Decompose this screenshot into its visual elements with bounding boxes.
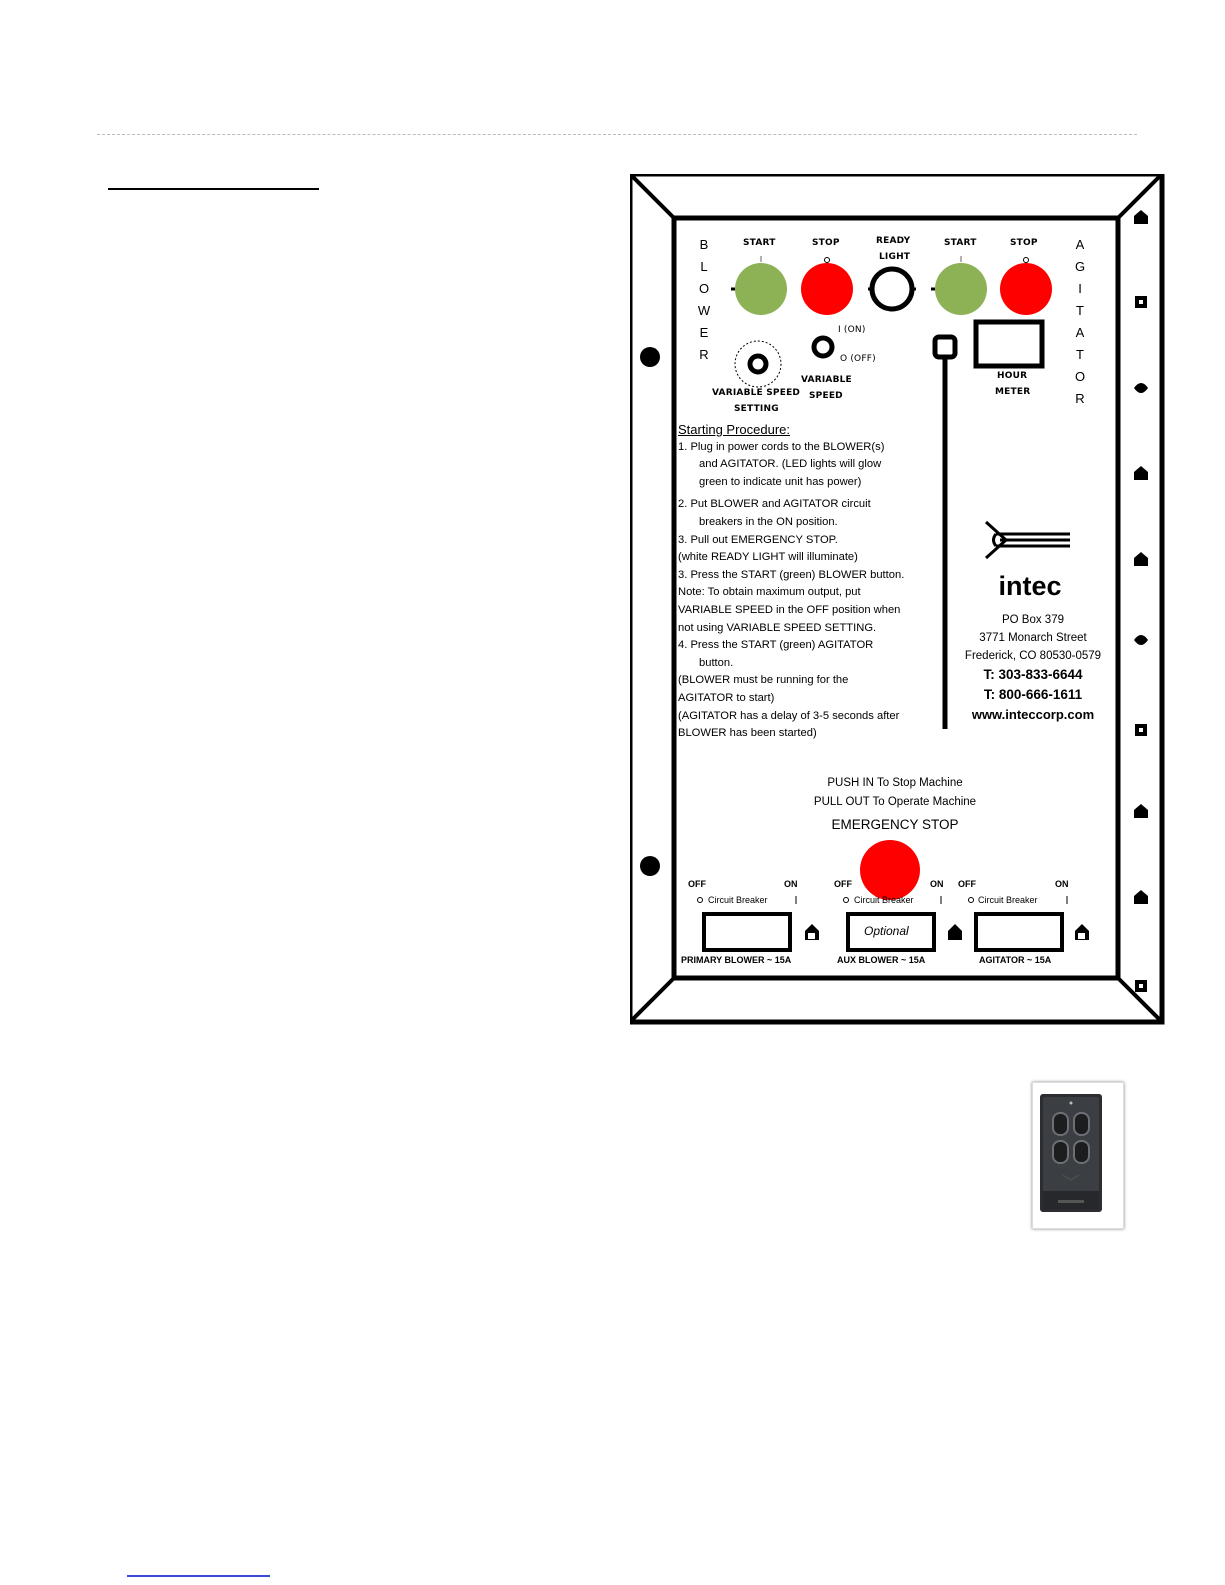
blower-stop-label: STOP	[812, 238, 840, 248]
agitator-stop-label: STOP	[1010, 238, 1038, 248]
aux-off-label: OFF	[834, 879, 852, 889]
procedure-line: breakers in the ON position.	[699, 515, 838, 528]
procedure-line: Note: To obtain maximum output, put	[678, 586, 861, 599]
primary-breaker-label: PRIMARY BLOWER ~ 15A	[681, 955, 792, 965]
contact-po-box: PO Box 379	[1001, 614, 1064, 626]
agitator-stop-button	[1000, 263, 1052, 315]
starting-procedure	[678, 421, 958, 743]
agitator-breaker	[976, 914, 1062, 950]
procedure-line: (AGITATOR has a delay of 3-5 seconds after	[678, 709, 900, 722]
ready-light	[872, 269, 912, 309]
contact-phone-2: T: 800-666-1611	[983, 687, 1083, 702]
aux-optional-label: Optional	[864, 924, 909, 938]
agitator-start-button	[935, 263, 987, 315]
procedure-line: 4. Press the START (green) AGITATOR	[678, 639, 874, 652]
aux-on-label: ON	[930, 879, 944, 889]
blower-start-button	[735, 263, 787, 315]
procedure-line: (BLOWER must be running for the	[678, 674, 849, 687]
procedure-line: 3. Press the START (green) BLOWER button.	[678, 568, 905, 581]
agitator-start-label: START	[944, 238, 977, 248]
estop-pull-out: PULL OUT To Operate Machine	[813, 796, 977, 808]
heading-underline	[108, 188, 319, 190]
procedure-line: BLOWER has been started)	[678, 727, 817, 740]
primary-blower-breaker	[704, 914, 790, 950]
variable-speed-label-2: SPEED	[809, 391, 843, 401]
estop-label: EMERGENCY STOP	[831, 817, 959, 832]
hour-meter	[976, 322, 1042, 366]
contact-phone-1: T: 303-833-6644	[983, 667, 1083, 682]
estop-push-in: PUSH IN To Stop Machine	[827, 777, 963, 789]
procedure-line: button.	[699, 656, 734, 669]
procedure-line: 3. Pull out EMERGENCY STOP.	[678, 533, 838, 546]
hour-meter-label-2: METER	[995, 387, 1031, 397]
primary-off-label: OFF	[688, 879, 706, 889]
blower-start-label: START	[743, 238, 776, 248]
blower-stop-button	[801, 263, 853, 315]
mounting-bolt	[640, 347, 660, 367]
procedure-line: 2. Put BLOWER and AGITATOR circuit	[678, 498, 871, 511]
ready-light-label-2: LIGHT	[879, 252, 911, 262]
variable-speed-setting-label-2: SETTING	[734, 404, 779, 414]
procedure-line: VARIABLE SPEED in the OFF position when	[678, 603, 901, 616]
hour-meter-label-1: HOUR	[997, 371, 1028, 381]
primary-on-label: ON	[784, 879, 798, 889]
procedure-line: (white READY LIGHT will illuminate)	[678, 551, 858, 564]
primary-breaker-name: Circuit Breaker	[708, 895, 768, 905]
contact-website: www.inteccorp.com	[971, 707, 1095, 722]
procedure-line: and AGITATOR. (LED lights will glow	[699, 458, 882, 471]
contact-city: Frederick, CO 80530-0579	[964, 650, 1102, 662]
remote-control-image	[1033, 1083, 1123, 1228]
variable-speed-label-1: VARIABLE	[801, 375, 852, 385]
brand-logo-text: intec	[998, 571, 1062, 601]
procedure-title: Starting Procedure:	[678, 422, 791, 437]
contact-street: 3771 Monarch Street	[979, 632, 1087, 644]
procedure-line: 1. Plug in power cords to the BLOWER(s)	[678, 440, 885, 453]
agitator-off-label: OFF	[958, 879, 976, 889]
ready-light-label-1: READY	[876, 236, 911, 246]
control-panel-figure	[630, 174, 1168, 1028]
aux-breaker-label: AUX BLOWER ~ 15A	[837, 955, 926, 965]
remote-control-photo	[1032, 1082, 1124, 1229]
variable-speed-switch	[814, 338, 832, 356]
header-divider	[97, 134, 1137, 135]
switch-on-label: I (ON)	[838, 325, 866, 335]
blower-vertical-label: B L O W E R	[697, 237, 711, 362]
procedure-line: not using VARIABLE SPEED SETTING.	[678, 621, 877, 634]
agitator-vertical-label: A G I T A T O R	[1074, 237, 1086, 406]
procedure-line: green to indicate unit has power)	[699, 475, 862, 488]
mounting-bolt	[640, 856, 660, 876]
agitator-breaker-label: AGITATOR ~ 15A	[979, 955, 1052, 965]
procedure-line: AGITATOR to start)	[678, 691, 775, 704]
aux-breaker-name: Circuit Breaker	[854, 895, 914, 905]
agitator-on-label: ON	[1055, 879, 1069, 889]
variable-speed-setting-label-1: VARIABLE SPEED	[712, 388, 801, 398]
emergency-stop-button	[860, 840, 920, 900]
company-contact	[952, 611, 1114, 725]
footer-link-underline	[127, 1575, 270, 1577]
switch-off-label: O (OFF)	[840, 354, 876, 364]
agitator-breaker-name: Circuit Breaker	[978, 895, 1038, 905]
